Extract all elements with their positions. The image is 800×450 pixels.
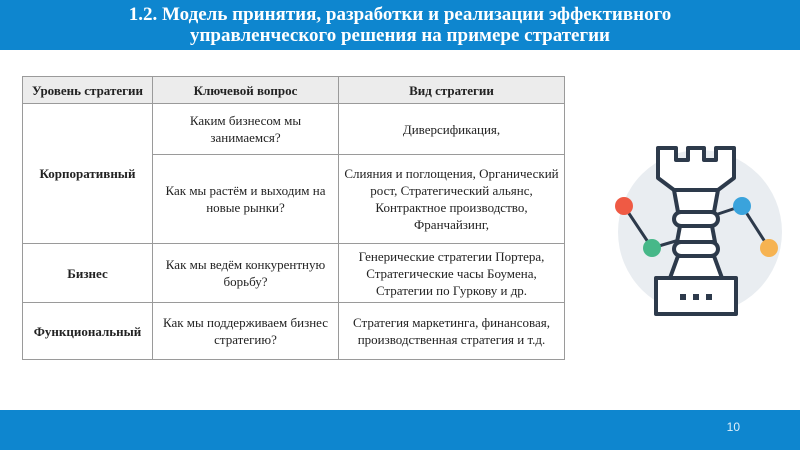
cell-level: Бизнес bbox=[23, 244, 153, 303]
cell-level: Корпоративный bbox=[23, 104, 153, 244]
cell-question: Как мы растём и выходим на новые рынки? bbox=[153, 155, 339, 244]
header-level: Уровень стратегии bbox=[23, 77, 153, 104]
cell-type: Генерические стратегии Портера, Стратегические часы Боумена, Стратегии по Гуркову и др. bbox=[339, 244, 565, 303]
table-row bbox=[23, 244, 565, 303]
cell-level: Функциональный bbox=[23, 303, 153, 360]
strategy-table bbox=[22, 76, 565, 360]
footer-bar bbox=[0, 410, 800, 450]
page-number: 10 bbox=[726, 420, 740, 434]
cell-question: Каким бизнесом мы занимаемся? bbox=[153, 104, 339, 155]
cell-question: Как мы ведём конкурентную борьбу? bbox=[153, 244, 339, 303]
cell-type: Стратегия маркетинга, финансовая, производственная стратегия и т.д. bbox=[339, 303, 565, 360]
rook-crown bbox=[658, 148, 734, 190]
table-row bbox=[23, 104, 565, 155]
rook-neck bbox=[674, 190, 718, 212]
slide-title-line-2: управленческого решения на примере стратегии bbox=[189, 25, 611, 46]
dot-yellow bbox=[760, 239, 778, 257]
header-question: Ключевой вопрос bbox=[153, 77, 339, 104]
slide-title-line-1: 1.2. Модель принятия, разработки и реализации эффективного bbox=[128, 4, 672, 25]
header-type: Вид стратегии bbox=[339, 77, 565, 104]
table-header-row bbox=[23, 77, 565, 104]
cell-type: Диверсификация, bbox=[339, 104, 565, 155]
dot-green bbox=[643, 239, 661, 257]
cell-question: Как мы поддерживаем бизнес стратегию? bbox=[153, 303, 339, 360]
title-bar bbox=[0, 0, 800, 50]
dot-red bbox=[615, 197, 633, 215]
dot-blue bbox=[733, 197, 751, 215]
cell-type: Слияния и поглощения, Органический рост, Стратегический альянс, Контрактное производство, Франчайзинг, bbox=[339, 155, 565, 244]
chess-rook-icon bbox=[600, 130, 790, 330]
rook-body bbox=[670, 256, 722, 278]
table-row bbox=[23, 303, 565, 360]
